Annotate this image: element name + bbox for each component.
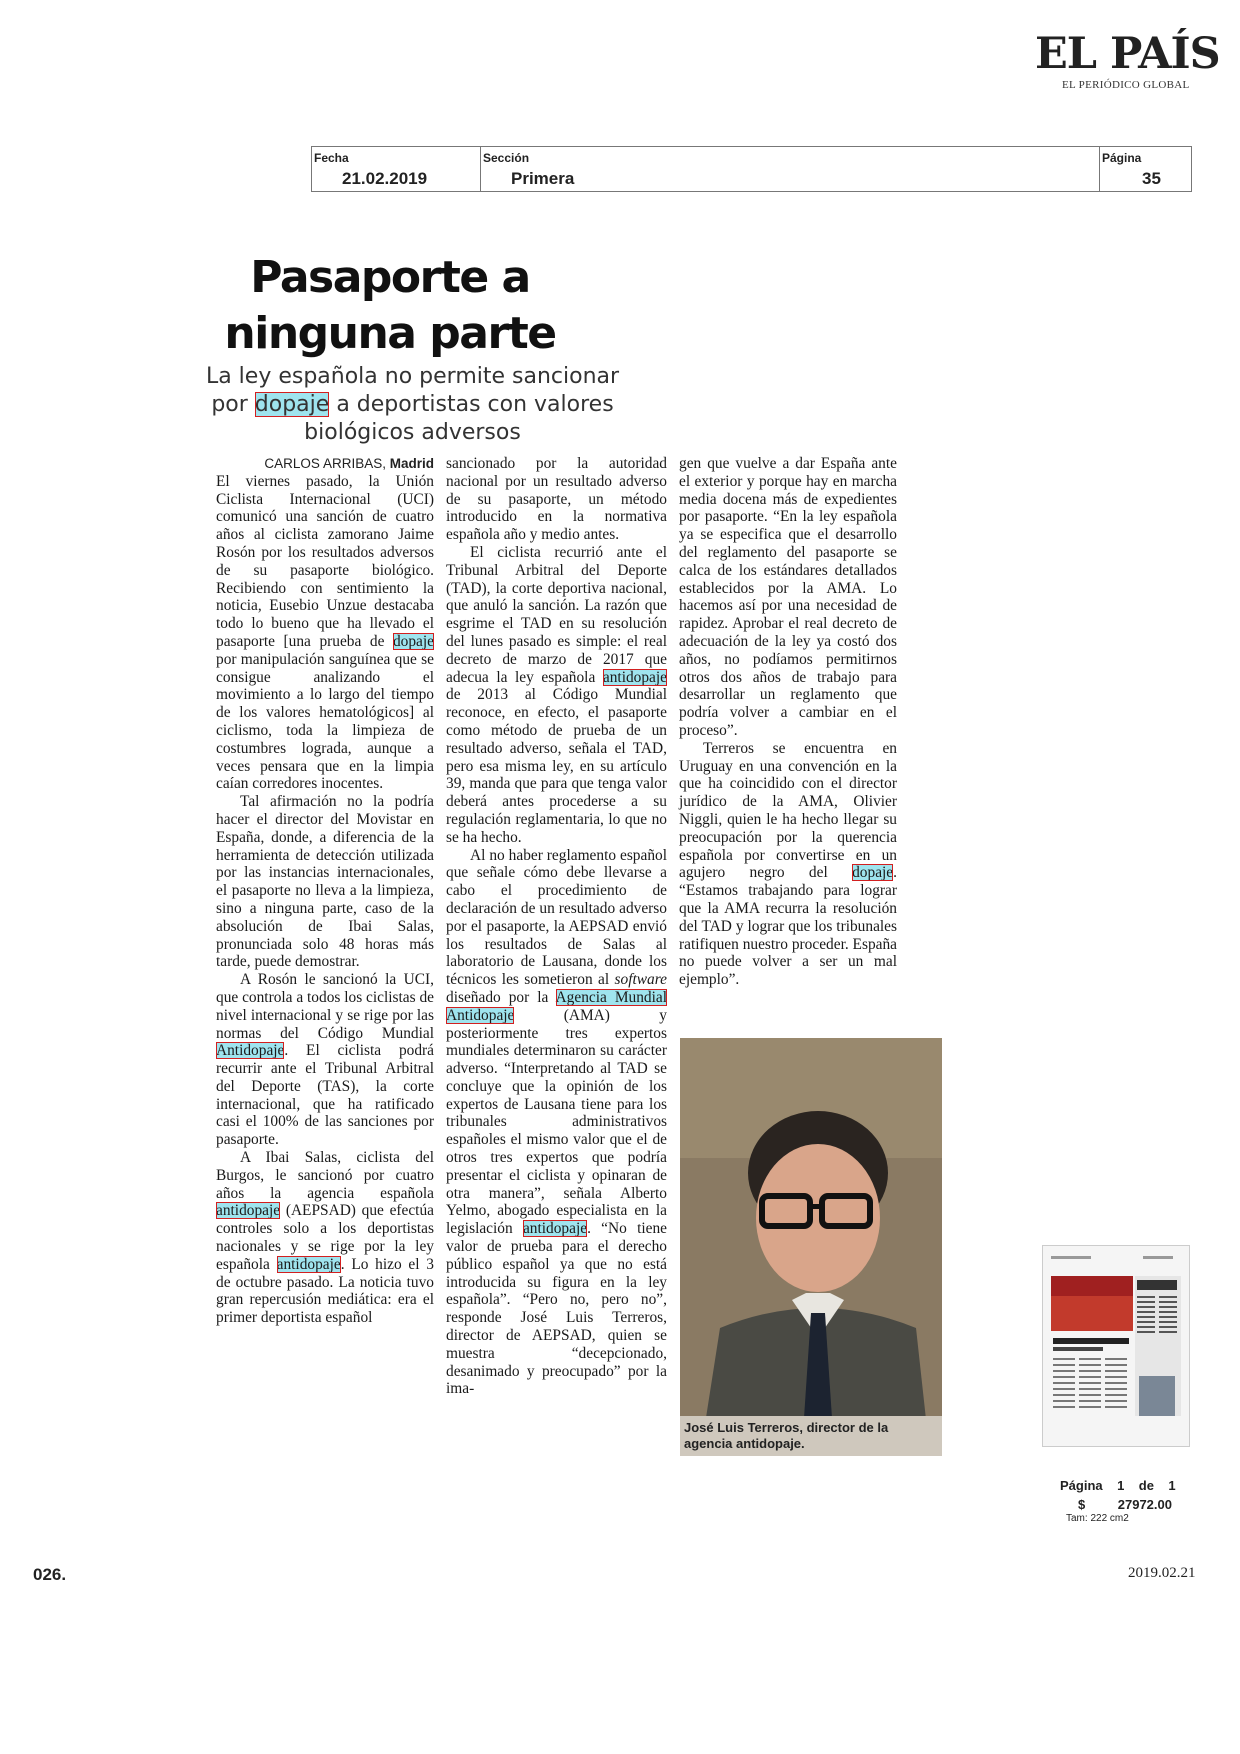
paragraph-text: de 2013 al Código Mundial reconoce, en efecto, el pasaporte como método de prueba de un resultado adverso, señala el TAD, pero esa misma ley, en su artículo 39, manda que para que tenga valor deberá antes procederse a su regulación reglamentaria, lo que no se ha hecho. — [446, 686, 667, 846]
highlighted-term: dopaje — [392, 632, 434, 650]
highlighted-term: antidopaje — [602, 668, 667, 686]
paragraph-text: . “Estamos trabajando para lograr que la AMA recurra la resolución del TAD y lograr que los tribunales ratifiquen nuestro proceder. España no puede volver a ser un mal ejemplo”. — [679, 864, 897, 989]
highlighted-term: antidopaje — [276, 1255, 341, 1273]
clipping-date: 2019.02.21 — [1128, 1565, 1196, 1581]
paragraph: sancionado por la autoridad nacional por un resultado adverso de su pasaporte, un método introducido en la normativa española año y medio antes. — [446, 455, 667, 544]
paragraph-text: El viernes pasado, la Unión Ciclista Internacional (UCI) comunicó una sanción de cuatro años al ciclista zamorano Jaime Rosón por los resultados adversos de su pasaporte biológico. Recibiendo con sentimiento la noticia, Eusebio Unzue destacaba todo lo bueno que ha llevado el pasaporte [una prueba de — [216, 472, 434, 650]
highlighted-term: antidopaje — [216, 1202, 281, 1220]
paragraph-text: Terreros se encuentra en Uruguay en una convención en la que ha coincidido con el director jurídico de la AMA, Olivier Niggli, quien le ha hecho llegar su preocupación por la querencia española por convertirse en un agujero negro del — [679, 739, 897, 882]
paragraph-text: (AMA) y posteriormente tres expertos mundiales determinaron su carácter adverso. “Interpretando al TAD se concluye que la opinión de los expertos de Lausana tiene para los tribunales administrativos españoles el mismo valor que el de otros tres expertos que podría presentar el ciclista y opinaran de otra manera”, señala Alberto Yelmo, abogado especialista en la legislación — [446, 1006, 667, 1238]
paragraph-text: Al no haber reglamento español que señale cómo debe llevarse a cabo el procedimiento de declaración de un resultado adverso por el pasaporte, la AEPSAD envió los resultados de Salas al laboratorio de Lausana, donde los técnicos les sometieron al — [446, 846, 667, 989]
pagina-value: 35 — [1142, 169, 1161, 188]
paragraph-text: A Rosón le sancionó la UCI, que controla a todos los ciclistas de nivel internacional y se rige por las normas del Código Mundial — [216, 971, 434, 1042]
paragraph-text: El ciclista recurrió ante el Tribunal Arbitral del Deporte (TAD), la corte deportiva nacional, que anuló la sanción. La razón que esgrime el TAD en su resolución del lunes pasado es simple: el real decreto de marzo de 2017 que adecua la ley española — [446, 543, 667, 686]
currency-symbol: $ — [1078, 1497, 1086, 1512]
highlighted-term: Agencia Mundial Antidopaje — [446, 988, 667, 1024]
pager-label: Página — [1060, 1478, 1103, 1493]
portrait-photo — [680, 1038, 942, 1456]
subhead-highlight-term: dopaje — [254, 392, 330, 417]
fecha-value: 21.02.2019 — [342, 169, 428, 188]
seccion-cell — [480, 147, 1100, 191]
paragraph — [216, 473, 434, 793]
article-column-3 — [679, 455, 897, 989]
paragraph — [216, 1149, 434, 1327]
headline — [210, 250, 570, 362]
pager-current: 1 — [1117, 1478, 1125, 1493]
paragraph: Tal afirmación no la podría hacer el director del Movistar en España, donde, a diferencia de la herramienta de detección utilizada por las instancias internacionales, el pasaporte no lleva a la limpieza, sino a ninguna parte, caso de la absolución de Ibai Salas, pronunciada solo 48 horas más tarde, puede demostrar. — [216, 793, 434, 971]
seccion-label: Sección — [483, 151, 530, 165]
metadata-box — [311, 146, 1192, 192]
paragraph-text: diseñado por la — [446, 988, 556, 1006]
pager-total: 1 — [1168, 1478, 1176, 1493]
amount: 27972.00 — [1117, 1497, 1172, 1512]
thumbnail-preview-image — [1043, 1246, 1189, 1446]
portrait-illustration — [680, 1038, 942, 1456]
byline — [216, 455, 434, 473]
pager-of: de — [1138, 1478, 1154, 1493]
paragraph — [216, 971, 434, 1149]
el-pais-logo: EL PAÍS — [1035, 29, 1220, 79]
paragraph — [446, 544, 667, 847]
byline-place: Madrid — [389, 456, 434, 471]
highlighted-term: antidopaje — [522, 1220, 588, 1238]
highlighted-term: dopaje — [852, 864, 894, 882]
page-thumbnail — [1042, 1245, 1190, 1447]
page-counter — [1060, 1478, 1176, 1493]
clipping-size: Tam: 222 cm2 — [1066, 1513, 1129, 1524]
fecha-cell — [312, 147, 480, 191]
pagina-cell — [1099, 147, 1192, 191]
paragraph — [679, 740, 897, 989]
article-column-1 — [216, 455, 434, 1327]
paragraph-text: . El ciclista podrá recurrir ante el Tribunal Arbitral del Deporte (TAS), la corte internacional, que ha ratificado casi el 100% de las sanciones por pasaporte. — [216, 1042, 434, 1149]
paragraph — [446, 847, 667, 1399]
article-column-2 — [446, 455, 667, 1398]
headline-line-2: ninguna parte — [224, 308, 556, 359]
paragraph-text: por manipulación sanguínea que se consigue analizando el movimiento a lo largo del tiempo de los valores hematológicos] al ciclismo, toda la limpieza de costumbres lograda, aunque a veces pensara que en la limpia caían corredores inocentes. — [216, 650, 434, 793]
fecha-label: Fecha — [314, 151, 349, 165]
subhead-text-1: La ley española no permite sancionar por — [205, 364, 620, 417]
paragraph: gen que vuelve a dar España ante el exterior y porque hay en marcha media docena más de expedientes por pasaporte. “En la ley española ya se especifica que el desarrollo del reglamento del pasaporte se calca de los estándares detallados establecidos por la AMA. Lo hacemos así por una necesidad de rapidez. Aprobar el real decreto de adecuación de la ley ya costó dos años, no podíamos permitirnos otros dos años de trabajo para desarrollar un reglamento que podría volver a cambiar en el proceso”. — [679, 455, 897, 739]
photo-caption: José Luis Terreros, director de la agencia antidopaje. — [680, 1416, 942, 1456]
seccion-value: Primera — [511, 169, 575, 188]
italic-term: software — [614, 971, 667, 989]
paragraph-text: . Lo hizo el 3 de octubre pasado. La noticia tuvo gran repercusión mediática: era el primer deportista español — [216, 1255, 434, 1327]
pagina-label: Página — [1102, 151, 1142, 165]
subheadline — [205, 363, 620, 447]
highlighted-term: Antidopaje — [216, 1042, 285, 1060]
paragraph-text: (AEPSAD) que efectúa controles solo a los deportistas nacionales y se rige por la ley española — [216, 1202, 434, 1273]
clipping-number: 026. — [33, 1565, 67, 1584]
cost-value — [1078, 1497, 1172, 1512]
logo-tagline: EL PERIÓDICO GLOBAL — [1062, 79, 1190, 91]
paragraph-text: A Ibai Salas, ciclista del Burgos, le sancionó por cuatro años la agencia española — [216, 1149, 434, 1202]
paragraph-text: . “No tiene valor de prueba para el derecho público español ya que no está introducida su figura en la ley española”. “Pero no, pero no”, responde José Luis Terreros, director de AEPSAD, quien se muestra “decepcionado, desanimado y preocupado” por la ima- — [446, 1220, 667, 1398]
headline-line-1: Pasaporte a — [250, 252, 530, 303]
byline-author: CARLOS ARRIBAS, — [264, 456, 386, 471]
subhead-text-2: a deportistas con valores biológicos adversos — [304, 392, 614, 445]
